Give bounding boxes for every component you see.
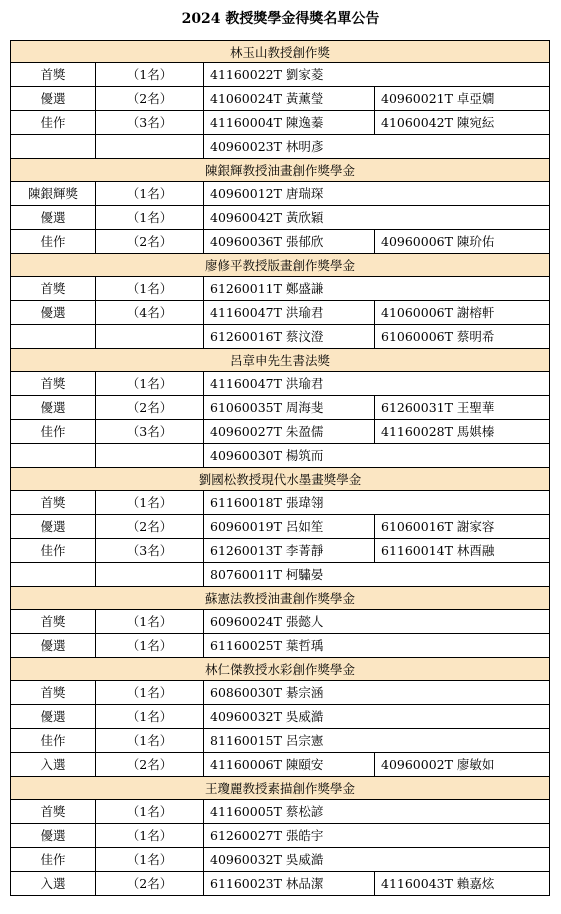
winner-name: 41160047T 洪瑜君 [204, 301, 375, 324]
section-header: 廖修平教授版畫創作獎學金 [10, 254, 550, 277]
winner-names [204, 182, 549, 205]
winner-name: 40960032T 吳威澔 [210, 709, 324, 724]
winner-name: 61260016T 蔡汶澄 [204, 325, 375, 348]
winner-name: 40960006T 陳玠佑 [381, 234, 495, 249]
winner-names [204, 277, 549, 300]
award-count: （4名） [96, 301, 204, 324]
winner-names [204, 610, 549, 633]
winner-names [204, 444, 549, 467]
award-row [10, 87, 550, 111]
award-count: （1名） [96, 634, 204, 657]
winner-name: 41160004T 陳逸蓁 [204, 111, 375, 134]
winner-names [204, 729, 549, 752]
winner-name: 60960019T 呂如笙 [204, 515, 375, 538]
winner-names [204, 206, 549, 229]
winner-names [204, 872, 549, 895]
winner-names [204, 135, 549, 158]
award-row [10, 848, 550, 872]
award-level: 佳作 [11, 420, 96, 443]
award-count: （1名） [96, 182, 204, 205]
award-level: 首獎 [11, 681, 96, 704]
section-header: 呂章申先生書法獎 [10, 349, 550, 372]
award-level: 優選 [11, 206, 96, 229]
award-row [10, 491, 550, 515]
award-count: （3名） [96, 539, 204, 562]
winner-name: 41160028T 馬娸榛 [381, 424, 495, 439]
award-level: 陳銀輝獎 [11, 182, 96, 205]
award-level [11, 563, 96, 586]
award-level: 首獎 [11, 610, 96, 633]
winner-name: 61060006T 蔡明希 [381, 329, 495, 344]
award-row [10, 753, 550, 777]
award-row [10, 729, 550, 753]
winner-names [204, 753, 549, 776]
award-count: （2名） [96, 230, 204, 253]
award-row [10, 230, 550, 254]
award-level [11, 444, 96, 467]
section-header: 陳銀輝教授油畫創作獎學金 [10, 159, 550, 182]
award-level: 首獎 [11, 63, 96, 86]
award-row [10, 800, 550, 824]
award-count: （1名） [96, 610, 204, 633]
award-count [96, 563, 204, 586]
award-count: （2名） [96, 753, 204, 776]
winner-names [204, 681, 549, 704]
winner-name: 41060024T 黃薰瑩 [204, 87, 375, 110]
winner-name: 41160022T 劉家菱 [210, 67, 324, 82]
award-level: 首獎 [11, 277, 96, 300]
award-count: （1名） [96, 277, 204, 300]
winner-name: 41160047T 洪瑜君 [210, 376, 324, 391]
award-row [10, 396, 550, 420]
winner-name: 60960024T 張懿人 [210, 614, 324, 629]
award-count: （3名） [96, 420, 204, 443]
award-count: （1名） [96, 63, 204, 86]
winner-name: 60860030T 綦宗涵 [210, 685, 324, 700]
winner-name: 40960036T 張郁欣 [204, 230, 375, 253]
winner-names [204, 111, 549, 134]
winner-name: 40960002T 廖敏如 [381, 757, 495, 772]
award-level: 首獎 [11, 372, 96, 395]
award-row [10, 301, 550, 325]
winner-name: 41060042T 陳宛紜 [381, 115, 495, 130]
award-level: 首獎 [11, 800, 96, 823]
award-count: （1名） [96, 800, 204, 823]
winner-name: 61260027T 張皓宇 [210, 828, 324, 843]
winner-names [204, 515, 549, 538]
winner-names [204, 539, 549, 562]
winner-name: 40960030T 楊筑而 [210, 448, 324, 463]
award-level: 優選 [11, 87, 96, 110]
award-level [11, 135, 96, 158]
award-count [96, 444, 204, 467]
winner-names [204, 420, 549, 443]
section-header: 王瓊麗教授素描創作獎學金 [10, 777, 550, 800]
award-row [10, 135, 550, 159]
winner-names [204, 230, 549, 253]
award-level: 佳作 [11, 230, 96, 253]
winner-name: 81160015T 呂宗憲 [210, 733, 324, 748]
award-count: （1名） [96, 206, 204, 229]
winner-name: 61160018T 張瑋翎 [210, 495, 324, 510]
winner-name: 40960023T 林明彥 [210, 139, 324, 154]
award-level: 首獎 [11, 491, 96, 514]
winner-names [204, 325, 549, 348]
winner-name: 61060016T 謝家容 [381, 519, 495, 534]
winner-name: 41160006T 陳頤安 [204, 753, 375, 776]
winner-name: 61260011T 鄭盛謙 [210, 281, 324, 296]
award-level: 佳作 [11, 848, 96, 871]
award-level: 佳作 [11, 729, 96, 752]
award-level: 入選 [11, 872, 96, 895]
winner-name: 41160043T 賴嘉炫 [381, 876, 495, 891]
award-row [10, 539, 550, 563]
award-count [96, 325, 204, 348]
page-title: 2024 教授獎學金得獎名單公告 [181, 11, 380, 27]
winner-name: 61260013T 李菁靜 [204, 539, 375, 562]
winner-names [204, 491, 549, 514]
winner-names [204, 848, 549, 871]
award-row [10, 824, 550, 848]
winner-name: 41160005T 蔡松諺 [210, 804, 324, 819]
winner-name: 61260031T 王聖華 [381, 400, 495, 415]
winner-names [204, 301, 549, 324]
award-level: 佳作 [11, 539, 96, 562]
winner-name: 80760011T 柯驌晏 [210, 567, 324, 582]
winner-names [204, 396, 549, 419]
winner-name: 61160025T 葉哲瑀 [210, 638, 324, 653]
award-row [10, 111, 550, 135]
section-header: 蘇憲法教授油畫創作獎學金 [10, 587, 550, 610]
award-level: 入選 [11, 753, 96, 776]
section-header: 劉國松教授現代水墨畫獎學金 [10, 468, 550, 491]
winner-name: 40960032T 吳威澔 [210, 852, 324, 867]
award-level: 優選 [11, 705, 96, 728]
award-count: （1名） [96, 681, 204, 704]
award-row [10, 681, 550, 705]
winner-names [204, 705, 549, 728]
winner-name: 61160023T 林品潔 [204, 872, 375, 895]
award-count: （2名） [96, 396, 204, 419]
award-level: 優選 [11, 301, 96, 324]
award-count: （1名） [96, 491, 204, 514]
winner-name: 40960027T 朱盈儒 [204, 420, 375, 443]
awards-table [10, 40, 550, 896]
winner-names [204, 634, 549, 657]
award-count: （2名） [96, 515, 204, 538]
award-count: （1名） [96, 705, 204, 728]
winner-names [204, 824, 549, 847]
award-level: 佳作 [11, 111, 96, 134]
award-row [10, 182, 550, 206]
award-count: （1名） [96, 372, 204, 395]
award-count: （1名） [96, 729, 204, 752]
winner-names [204, 87, 549, 110]
award-row [10, 372, 550, 396]
award-count: （2名） [96, 87, 204, 110]
award-row [10, 563, 550, 587]
award-row [10, 515, 550, 539]
award-level [11, 325, 96, 348]
winner-name: 61060035T 周海斐 [204, 396, 375, 419]
award-row [10, 277, 550, 301]
award-level: 優選 [11, 396, 96, 419]
winner-name: 40960042T 黃欣穎 [210, 210, 324, 225]
winner-names [204, 63, 549, 86]
winner-name: 40960012T 唐瑞琛 [210, 186, 324, 201]
award-row [10, 325, 550, 349]
winner-names [204, 563, 549, 586]
winner-name: 41060006T 謝榕軒 [381, 305, 495, 320]
award-count: （1名） [96, 848, 204, 871]
award-row [10, 420, 550, 444]
winner-name: 40960021T 卓亞嫺 [381, 91, 495, 106]
winner-name: 61160014T 林酉融 [381, 543, 495, 558]
award-level: 優選 [11, 634, 96, 657]
award-count [96, 135, 204, 158]
award-row [10, 610, 550, 634]
award-row [10, 872, 550, 896]
award-count: （1名） [96, 824, 204, 847]
award-level: 優選 [11, 515, 96, 538]
award-row [10, 63, 550, 87]
section-header: 林玉山教授創作獎 [10, 40, 550, 63]
winner-names [204, 372, 549, 395]
award-level: 優選 [11, 824, 96, 847]
award-row [10, 444, 550, 468]
award-count: （3名） [96, 111, 204, 134]
award-row [10, 634, 550, 658]
award-count: （2名） [96, 872, 204, 895]
award-row [10, 705, 550, 729]
award-row [10, 206, 550, 230]
section-header: 林仁傑教授水彩創作獎學金 [10, 658, 550, 681]
winner-names [204, 800, 549, 823]
